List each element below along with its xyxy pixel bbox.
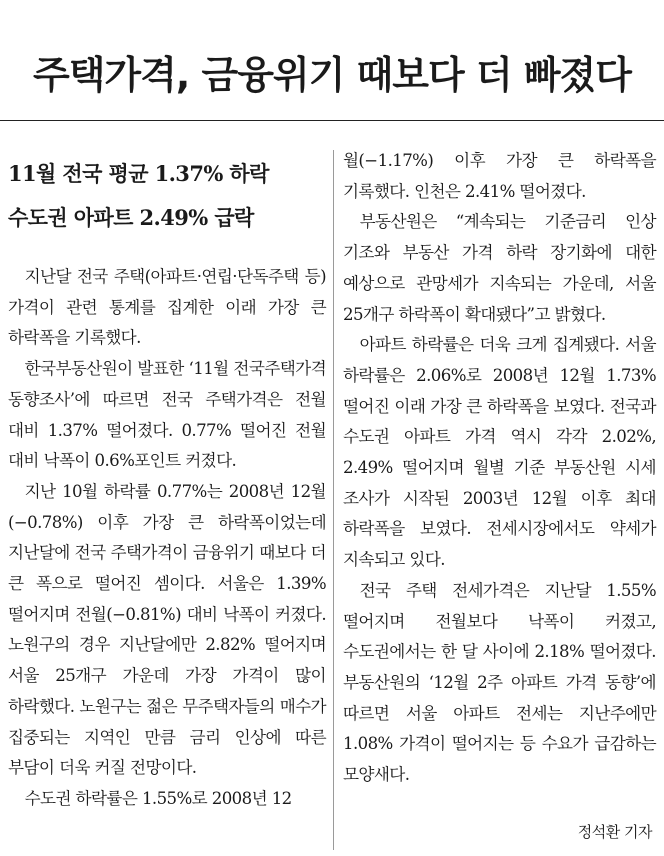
headline-rule xyxy=(0,120,664,121)
paragraph-4-continued: 월(−1.17%) 이후 가장 큰 하락폭을 기록했다. 인천은 2.41% 떨어졌다. xyxy=(343,151,656,201)
subheading-1: 11월 전국 평균 1.37% 하락 xyxy=(8,161,269,186)
column-divider xyxy=(333,150,334,850)
byline: 정석환 기자 xyxy=(577,823,652,841)
paragraph-2: 한국부동산원이 발표한 ‘11월 전국주택가격 동향조사’에 따르면 전국 주택가격은 전월 대비 1.37% 떨어졌다. 0.77% 떨어진 전월 대비 낙폭이 0.6%포인트 커졌다. xyxy=(8,359,326,471)
subheadings xyxy=(8,152,326,240)
right-column xyxy=(343,146,656,791)
paragraph-6: 아파트 하락률은 더욱 크게 집계됐다. 서울 하락률은 2.06%로 2008년 12월 1.73% 떨어진 이래 가장 큰 하락폭을 보였다. 전국과 수도권 아파트 가격 역시 각각 2.02%, 2.49% 떨어지며 월별 기준 부동산원 시세 조사가 시작된 2003년 12월 이후 최대 하락폭을 보였다. 전세시장에서도 약세가 지속되고 있다. xyxy=(343,335,656,570)
left-body xyxy=(8,262,326,815)
headline: 주택가격, 금융위기 때보다 더 빠졌다 xyxy=(33,53,631,97)
paragraph-1: 지난달 전국 주택(아파트·연립·단독주택 등) 가격이 관련 통계를 집계한 이래 가장 큰 하락폭을 기록했다. xyxy=(8,267,326,348)
left-column xyxy=(8,140,326,815)
paragraph-4: 수도권 하락률은 1.55%로 2008년 12 xyxy=(24,788,292,808)
paragraph-7: 전국 주택 전세가격은 지난달 1.55% 떨어지며 전월보다 낙폭이 커졌고, 수도권에서는 한 달 사이에 2.18% 떨어졌다. 부동산원의 ‘12월 2주 아파트 가격 동향’에 따르면 서울 아파트 전세는 지난주에만 1.08% 가격이 떨어지는 등 수요가 급감하는 모양새다. xyxy=(343,580,656,785)
paragraph-5: 부동산원은 “계속되는 기준금리 인상 기조와 부동산 가격 하락 장기화에 대한 예상으로 관망세가 지속되는 가운데, 서울 25개구 하락폭이 확대됐다”고 밝혔다. xyxy=(343,212,656,324)
subheading-2: 수도권 아파트 2.49% 급락 xyxy=(8,205,254,230)
right-body xyxy=(343,146,656,791)
paragraph-3: 지난 10월 하락률 0.77%는 2008년 12월(−0.78%) 이후 가장 큰 하락폭이었는데 지난달에 전국 주택가격이 금융위기 때보다 더 큰 폭으로 떨어진 셈이다. 서울은 1.39% 떨어지며 전월(−0.81%) 대비 낙폭이 커졌다. 노원구의 경우 지난달에만 2.82% 떨어지며 서울 25개구 가운데 가장 가격이 많이 하락했다. 노원구는 젊은 무주택자들의 매수가 집중되는 지역인 만큼 금리 인상에 따른 부담이 더욱 커질 전망이다. xyxy=(8,481,326,778)
